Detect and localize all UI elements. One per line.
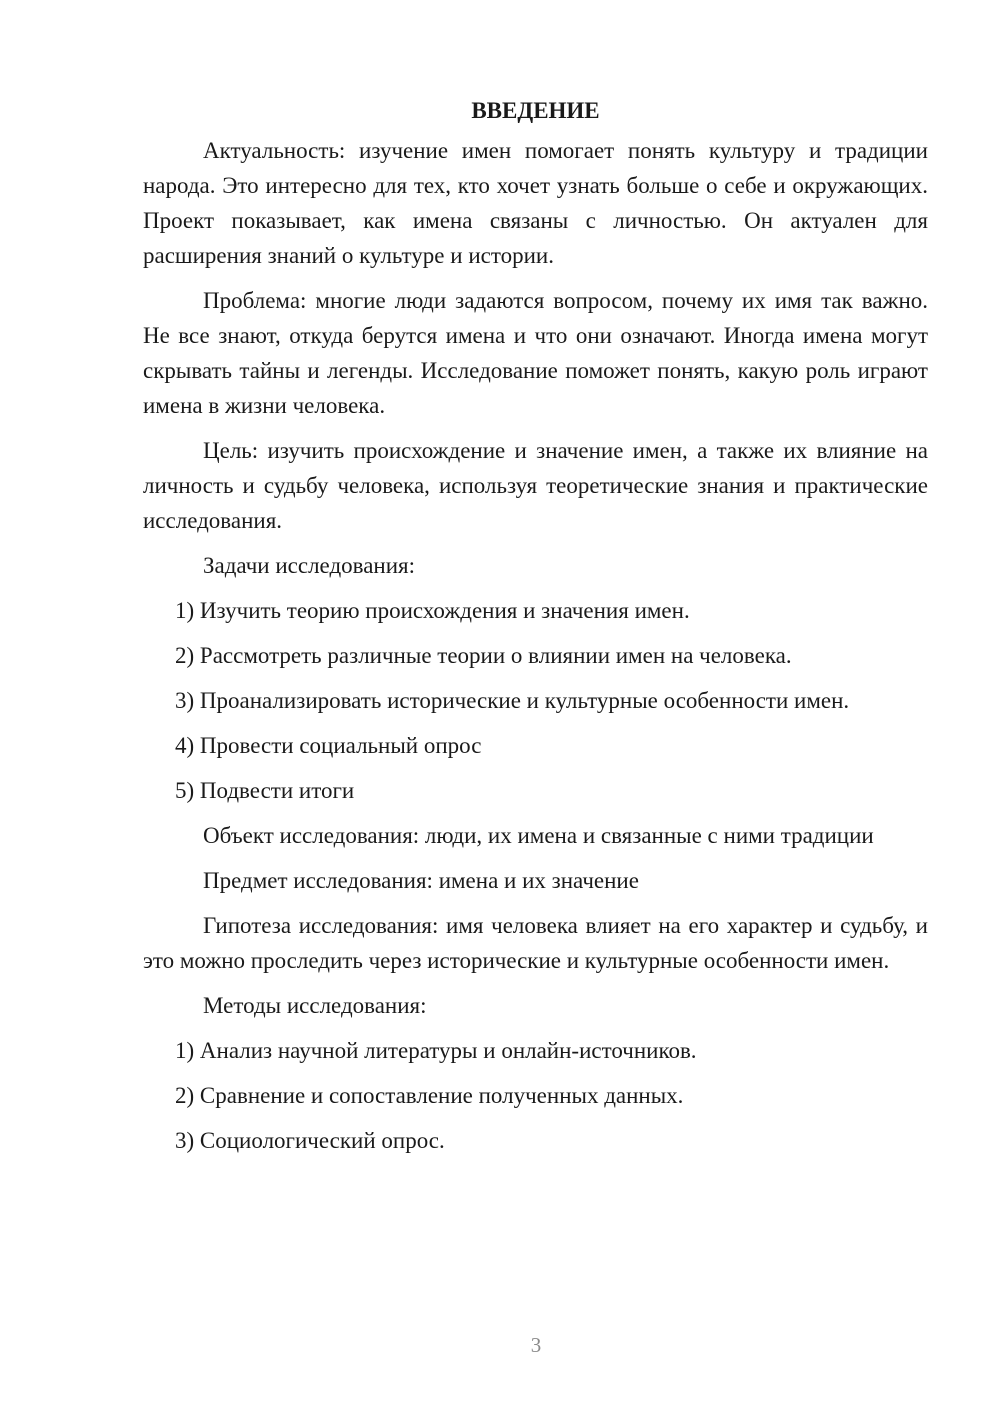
page-title: ВВЕДЕНИЕ [471,98,600,123]
methods-heading: Методы исследования: [203,993,427,1018]
goal-paragraph: Цель: изучить происхождение и значение имен, а также их влияние на личность и судьбу человека, используя теоретические знания и практические исследования. [143,438,928,533]
problem-paragraph: Проблема: многие люди задаются вопросом, почему их имя так важно. Не все знают, откуда берутся имена и что они означают. Иногда имена могут скрывать тайны и легенды. Исследование поможет понять, какую роль играют имена в жизни человека. [143,288,928,418]
page-number: 3 [530,1333,542,1357]
task-item: 1) Изучить теорию происхождения и значения имен. [175,598,690,623]
task-item: 4) Провести социальный опрос [175,733,482,758]
task-item: 5) Подвести итоги [175,778,355,803]
method-item: 2) Сравнение и сопоставление полученных данных. [175,1083,684,1108]
document-body [143,93,928,1168]
subject-paragraph: Предмет исследования: имена и их значение [203,868,639,893]
method-item: 1) Анализ научной литературы и онлайн-источников. [175,1038,697,1063]
hypothesis-paragraph: Гипотеза исследования: имя человека влияет на его характер и судьбу, и это можно проследить через исторические и культурные особенности имен. [143,913,928,973]
tasks-heading: Задачи исследования: [203,553,416,578]
method-item: 3) Социологический опрос. [175,1128,445,1153]
object-paragraph: Объект исследования: люди, их имена и связанные с ними традиции [203,823,874,848]
relevance-paragraph: Актуальность: изучение имен помогает понять культуру и традиции народа. Это интересно для тех, кто хочет узнать больше о себе и окружающих. Проект показывает, как имена связаны с личностью. Он актуален для расширения знаний о культуре и истории. [143,138,928,268]
task-item: 3) Проанализировать исторические и культурные особенности имен. [175,688,850,713]
task-item: 2) Рассмотреть различные теории о влиянии имен на человека. [175,643,792,668]
